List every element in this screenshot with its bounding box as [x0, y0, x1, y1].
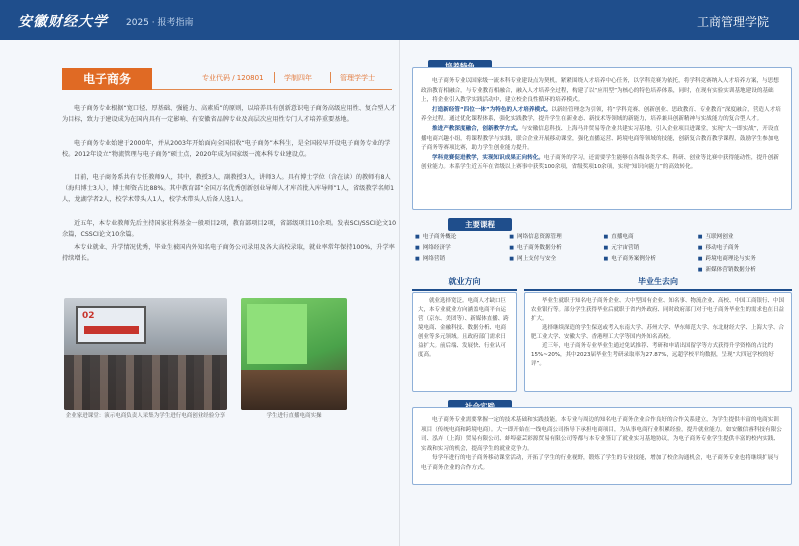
major-heading: [62, 68, 392, 90]
course-item: ■ 新媒体营销数据分析: [698, 265, 792, 275]
graduates-box: [524, 292, 792, 392]
classroom-caption: 企业家进课堂：演示电商负责人采集为学生进行电商创业经验分享: [65, 413, 226, 419]
employment-underline: [412, 289, 517, 291]
employment-paragraph: 本专业就业、升学情况优秀，毕业生被国内外知名电子商务公司录用及各大高校录取，就业率常年保持100%，升学率持续增长。: [62, 244, 395, 262]
faculty-paragraph: 目前，电子商务系共有专任教师9人，其中，教授3人，副教授3人，讲师3人。具有博士学位（含在读）的教师有8人（海归博士3人），博士师资占比88%。其中教育部“全国万名优秀创新创业导师人才库首批入库导师”1人，省级教学名师1人，龙湖学者2人，校学术带头人1人，校学术带头人后备人选1人。: [62, 174, 395, 203]
course-item: ■ 网络经济学: [415, 243, 509, 253]
training-box: [412, 67, 792, 210]
research-paragraph: 近五年，本专业教师先后主持国家社科基金一般项目2项，教育部项目2项，省部级项目10余项。发表SCI/SSCI论文10余篇，CSSCI论文10余篇。: [62, 220, 397, 238]
training-intro: 电子商务专业以国家级一流本科专业建设点为契机，紧紧围绕人才培养中心任务，以学科竞赛为依托，将学科竞赛纳入人才培养方案，与思想政治教育相融合，与专业教育相融合，融入人才培养全过程，构建了以“应用型”为核心的特色培养体系，同时，在现有实验实训基地建设的基础上，将企业引入教学实践活动中，建立校企良性循环的培养模式。: [421, 78, 779, 104]
university-logo: 安徽财经大学: [18, 14, 108, 30]
course-item: ■ 互联网创业: [698, 232, 792, 242]
employment-text: 就业选择宽泛。电商人才缺口巨大，本专业就业方向涵盖电商平台运营（京东、美团等）、新媒体直播、跨境电商、金融科技、数据分析、电商创业等多元领域。且政府部门需求日益扩大。前后端、发展快、行业认可度高。: [418, 298, 509, 358]
training-point-body: 电子商务的学习，还需要学生能够在各级各类学术、科研、创业等比赛中获得能动性，提升创新创业能力。本系学生近五年在省级以上赛事中获奖100余项，省级奖项10余项，实现“知识向能力”的高效转化。: [421, 154, 779, 171]
screen-number: 02: [82, 311, 95, 321]
course-item: ■ 直播电商: [604, 232, 698, 242]
study-years: 学制四年: [284, 74, 312, 82]
course-list: [415, 232, 792, 273]
courses-heading: 主要课程: [448, 218, 512, 231]
header-bar: [0, 0, 799, 40]
major-title: 电子商务: [62, 68, 152, 90]
history-paragraph: 电子商务专业始建于2000年，并从2003年开始面向全国招收“电子商务”本科生，是全国较早开设电子商务专业的学校。2012年设立“物流管理与电子商务”硕士点，2020年成为国家级一流本科专业建设点。: [62, 140, 391, 158]
graduates-paragraph: 选择继续深造的学生保送或考入东南大学、苏州大学、华东师范大学、东北财经大学、上海大学、合肥工业大学、安徽大学、香港理工大学等国内外知名高校。: [531, 325, 785, 340]
training-point: [421, 125, 783, 154]
intro-paragraph: 电子商务专业根据“宽口径、厚基础、强能力、高素质”的原则，以培养具有创新意识电子商务高级应用性、复合型人才为目标，致力于建设成为在国内具有一定影响、有安徽省品牌专业及高层次应用性专门人才培养重要基地。: [62, 105, 396, 123]
guide-label: 2025 · 报考指南: [126, 18, 194, 28]
projector-screen: [76, 306, 146, 344]
course-item: ■ 电子商务数据分析: [509, 243, 603, 253]
course-item: ■ 移动电子商务: [698, 243, 792, 253]
livestream-photo: [241, 298, 347, 410]
college-name: 工商管理学院: [696, 15, 769, 29]
course-item: ■ 网络信息资源管理: [509, 232, 603, 242]
course-item: ■ 电子商务案例分析: [604, 254, 698, 264]
employment-box: [412, 292, 517, 392]
course-item: ■ 跨境电商理论与实务: [698, 254, 792, 264]
tag-divider: [274, 72, 275, 83]
course-item: ■ 网络营销: [415, 254, 509, 264]
practice-paragraph: 电子商务专业需要掌握一定的技术基础和实践技能。本专业与周边的知名电子商务企业合作良好的合作关系建立，为学生提供丰富的电商实训项目（传统电商和跨境电商）。大一即开始在一线电商公司指导下承担电商项目，为从事电商行业积累经验，提升就业能力。如安徽信睿科技有限公司、泓卉（上海）贸易有限公司、蚌埠豪芸彩源贸易有限公司等都与本专业签订了就业实习基地协议，为电子商务专业学生提供丰富的校内实践、实战和实习的机会，提高学生的就业竞争力。: [421, 417, 782, 452]
graduates-heading: 毕业生去向: [638, 277, 678, 286]
livestream-caption: 学生进行直播电商实操: [266, 413, 322, 419]
training-point-lead: 打造新经管“四位一体”为特色的人才培养模式。: [432, 106, 552, 113]
green-screen: [247, 304, 307, 364]
training-point-body: 与安徽信息科技、上海马井贸易等企业共建实习基地，引入企业项目进课堂，实现“大一即实战”，开设直播电商兴趣小组，将课程教学与实践，联合企业开展移动课堂，强化直播运营、跨境电商等领域的技能，创新复合教育教学课程，鼓励学生参加电子商务等赛项比赛，助力学生创业能力提升。: [421, 125, 780, 152]
studio-desk: [241, 370, 347, 410]
practice-box: [412, 407, 792, 485]
graduates-paragraph: 毕业生就职于知名电子商务企业、大中型国有企业、知名事、物流企业、高校、中国工商银行、中国农业银行等。部分学生获得毕业后就职于省内外政府、同时政府部门对于电子商务毕业生的需求也在日益扩大。: [531, 298, 785, 322]
classroom-photo: [64, 298, 227, 410]
course-item: ■ 电子商务概论: [415, 232, 509, 242]
employment-heading: 就业方向: [448, 277, 481, 286]
training-point: [421, 154, 783, 173]
course-item: ■ 网上支付与安全: [509, 254, 603, 264]
degree: 管理学学士: [340, 74, 375, 82]
tag-divider: [330, 72, 331, 83]
graduates-underline: [524, 289, 792, 291]
training-point-lead: 推进产教深度融合，创新教学方式。: [432, 125, 522, 132]
screen-banner: [84, 326, 139, 334]
practice-paragraph: 每学年进行的电子商务移动课堂活动，开拓了学生的行业视野，锻炼了学生的专业技能，增加了校企沟通机会，电子商务专业也将继续扩展与电子商务企业的合作方式。: [421, 455, 779, 471]
training-point-body: 以新经管理念为引领，将“学科竞赛、创新创业、思政教育、专业教育”深度融合，营造人才培养全过程。通过优化课程体系，强化实践教学，提升学生在新业态、新技术等领域的新能力，培养兼具创新精神与实战能力的复合型人才。: [421, 106, 781, 123]
major-code: 专业代码 / 120801: [202, 74, 264, 82]
training-point-lead: 学科竞赛促进教学，实现知识成果正向转化。: [432, 154, 544, 161]
course-item: ■ 元宇宙营销: [604, 243, 698, 253]
audience: [64, 355, 227, 410]
training-point: [421, 106, 783, 125]
graduates-paragraph: 近三年，电子商务专业毕业生通过免试推荐、考研和申请出国留学等方式获得升学资格的占比约15%~20%，其中2023届毕业生考研录取率为27.87%，远超学校平均数据，呈现“大四冠学校的好评”。: [531, 343, 774, 367]
